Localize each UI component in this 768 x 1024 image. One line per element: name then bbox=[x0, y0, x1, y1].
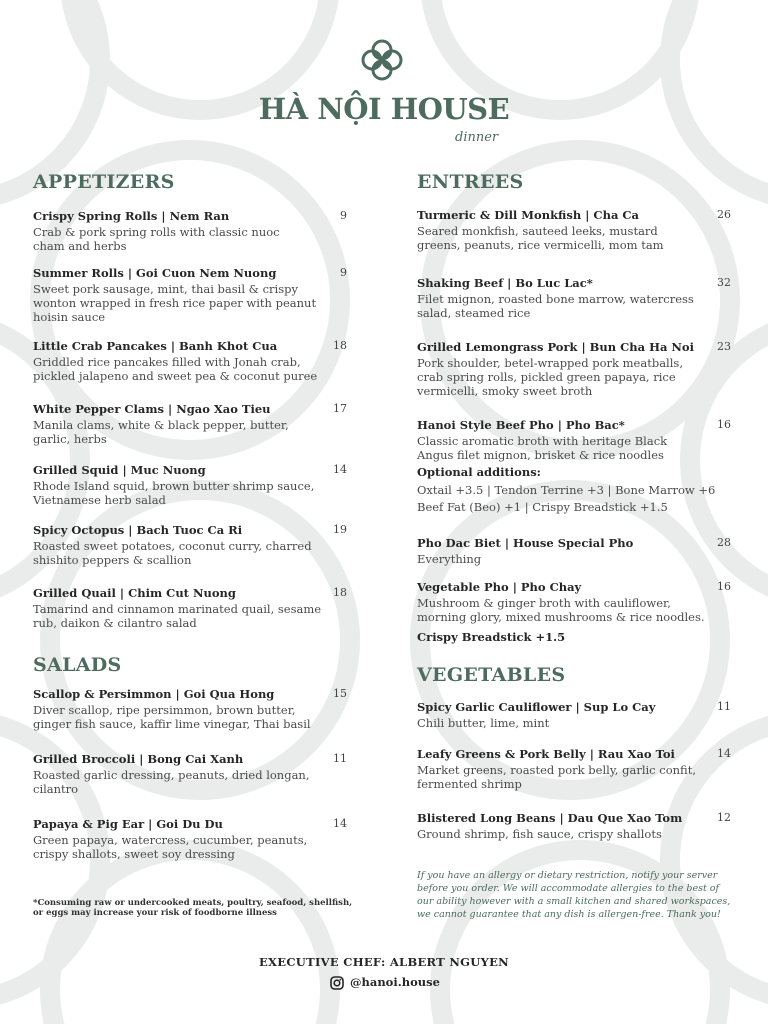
item-name: Grilled Lemongrass Pork | Bun Cha Ha Noi bbox=[417, 340, 694, 354]
optional-additions-title: Optional additions: bbox=[417, 465, 541, 479]
item-description: Rhode Island squid, brown butter shrimp sauce, Vietnamese herb salad bbox=[33, 479, 315, 507]
item-description: Market greens, roasted pork belly, garlic confit, fermented shrimp bbox=[417, 763, 696, 791]
item-name: Leafy Greens & Pork Belly | Rau Xao Toi bbox=[417, 747, 675, 761]
executive-chef-credit: EXECUTIVE CHEF: ALBERT NGUYEN bbox=[258, 955, 509, 969]
vegetable-pho-addon: Crispy Breadstick +1.5 bbox=[417, 630, 566, 644]
item-price: 9 bbox=[340, 266, 347, 279]
menu-item bbox=[417, 747, 731, 791]
item-name: Spicy Garlic Cauliflower | Sup Lo Cay bbox=[417, 700, 656, 714]
item-description: Everything bbox=[417, 552, 482, 566]
menu-item bbox=[417, 276, 731, 320]
item-name: Grilled Quail | Chim Cut Nuong bbox=[33, 586, 236, 600]
item-price: 23 bbox=[717, 340, 731, 353]
item-price: 28 bbox=[717, 536, 731, 549]
item-price: 18 bbox=[333, 339, 347, 352]
menu-item bbox=[33, 266, 347, 324]
item-name: Turmeric & Dill Monkfish | Cha Ca bbox=[417, 208, 639, 222]
item-price: 32 bbox=[717, 276, 731, 289]
item-name: Grilled Squid | Muc Nuong bbox=[33, 463, 206, 477]
item-description: Pork shoulder, betel-wrapped pork meatballs, crab spring rolls, pickled green papaya, rice vermicelli, smoky sweet broth bbox=[417, 356, 683, 398]
item-name: White Pepper Clams | Ngao Xao Tieu bbox=[33, 402, 271, 416]
item-name: Summer Rolls | Goi Cuon Nem Nuong bbox=[33, 266, 277, 280]
item-description: Roasted garlic dressing, peanuts, dried longan, cilantro bbox=[33, 768, 310, 796]
social-handle-text: @hanoi.house bbox=[350, 975, 440, 989]
clover-knot-icon bbox=[358, 36, 406, 84]
item-name: Crispy Spring Rolls | Nem Ran bbox=[33, 209, 230, 223]
item-name: Shaking Beef | Bo Luc Lac* bbox=[417, 276, 593, 290]
menu-item bbox=[417, 536, 731, 566]
item-price: 16 bbox=[717, 418, 731, 431]
menu-item bbox=[33, 687, 347, 731]
menu-item bbox=[417, 340, 731, 398]
section-title-appetizers: APPETIZERS bbox=[33, 171, 175, 193]
item-price: 18 bbox=[333, 586, 347, 599]
item-description: Sweet pork sausage, mint, thai basil & crispy wonton wrapped in fresh rice paper with peanut hoisin sauce bbox=[33, 282, 317, 324]
item-description: Mushroom & ginger broth with cauliflower, morning glory, mixed mushrooms & rice noodles. bbox=[417, 596, 705, 624]
menu-item bbox=[33, 752, 347, 796]
item-name: Little Crab Pancakes | Banh Khot Cua bbox=[33, 339, 278, 353]
item-price: 11 bbox=[717, 700, 731, 713]
menu-item bbox=[33, 463, 347, 507]
item-name: Blistered Long Beans | Dau Que Xao Tom bbox=[417, 811, 683, 825]
restaurant-name: HÀ NỘI HOUSE bbox=[258, 92, 510, 126]
menu-item bbox=[33, 817, 347, 861]
optional-additions-line: Oxtail +3.5 | Tendon Terrine +3 | Bone Marrow +6 bbox=[417, 483, 716, 497]
menu-item bbox=[33, 586, 347, 630]
item-name: Scallop & Persimmon | Goi Qua Hong bbox=[33, 687, 275, 701]
item-description: Green papaya, watercress, cucumber, peanuts, crispy shallots, sweet soy dressing bbox=[33, 833, 308, 861]
section-title-entrees: ENTREES bbox=[417, 171, 524, 193]
item-name: Spicy Octopus | Bach Tuoc Ca Ri bbox=[33, 523, 243, 537]
section-title-salads: SALADS bbox=[33, 654, 122, 676]
item-price: 14 bbox=[717, 747, 731, 760]
item-price: 12 bbox=[717, 811, 731, 824]
menu-item bbox=[33, 339, 347, 383]
item-description: Ground shrimp, fish sauce, crispy shallots bbox=[417, 827, 662, 841]
item-price: 16 bbox=[717, 580, 731, 593]
item-description: Seared monkfish, sauteed leeks, mustard greens, peanuts, rice vermicelli, mom tam bbox=[417, 224, 664, 252]
menu-item bbox=[417, 811, 731, 841]
item-price: 11 bbox=[333, 752, 347, 765]
item-name: Vegetable Pho | Pho Chay bbox=[417, 580, 582, 594]
item-price: 14 bbox=[333, 463, 347, 476]
section-title-vegetables: VEGETABLES bbox=[417, 664, 566, 686]
item-price: 19 bbox=[333, 523, 347, 536]
item-description: Classic aromatic broth with heritage Black Angus filet mignon, brisket & rice noodles bbox=[417, 434, 668, 462]
item-description: Manila clams, white & black pepper, butter, garlic, herbs bbox=[33, 418, 289, 446]
item-price: 15 bbox=[333, 687, 347, 700]
item-name: Papaya & Pig Ear | Goi Du Du bbox=[33, 817, 223, 831]
menu-item bbox=[417, 418, 731, 462]
food-safety-disclaimer: *Consuming raw or undercooked meats, poultry, seafood, shellfish, or eggs may increase your risk of foodborne illness bbox=[33, 898, 353, 918]
optional-additions-line: Beef Fat (Beo) +1 | Crispy Breadstick +1.5 bbox=[417, 500, 668, 514]
item-price: 26 bbox=[717, 208, 731, 221]
menu-item bbox=[417, 208, 731, 252]
item-description: Tamarind and cinnamon marinated quail, sesame rub, daikon & cilantro salad bbox=[33, 602, 322, 630]
menu-item bbox=[417, 580, 731, 624]
item-description: Chili butter, lime, mint bbox=[417, 716, 550, 730]
social-handle[interactable] bbox=[330, 975, 440, 991]
item-description: Diver scallop, ripe persimmon, brown butter, ginger fish sauce, kaffir lime vinegar, Thai basil bbox=[33, 703, 311, 731]
item-description: Filet mignon, roasted bone marrow, watercress salad, steamed rice bbox=[417, 292, 694, 320]
item-description: Roasted sweet potatoes, coconut curry, charred shishito peppers & scallion bbox=[33, 539, 312, 567]
menu-item bbox=[33, 402, 347, 446]
menu-type-label: dinner bbox=[455, 130, 499, 145]
menu-item bbox=[33, 523, 347, 567]
instagram-icon bbox=[330, 976, 344, 990]
item-description: Griddled rice pancakes filled with Jonah crab, pickled jalapeno and sweet pea & coconut puree bbox=[33, 355, 318, 383]
item-price: 9 bbox=[340, 209, 347, 222]
item-name: Grilled Broccoli | Bong Cai Xanh bbox=[33, 752, 244, 766]
item-name: Pho Dac Biet | House Special Pho bbox=[417, 536, 634, 550]
item-price: 17 bbox=[333, 402, 347, 415]
item-name: Hanoi Style Beef Pho | Pho Bac* bbox=[417, 418, 625, 432]
allergy-notice: If you have an allergy or dietary restriction, notify your server before you order. We will accommodate allergies to the best of our ability however with a small kitchen and shared workspaces, we cannot guarantee that any dish is allergen-free. Thank you! bbox=[417, 870, 731, 920]
item-price: 14 bbox=[333, 817, 347, 830]
item-description: Crab & pork spring rolls with classic nuoc cham and herbs bbox=[33, 225, 280, 253]
menu-item bbox=[417, 700, 731, 730]
menu-item bbox=[33, 209, 347, 253]
